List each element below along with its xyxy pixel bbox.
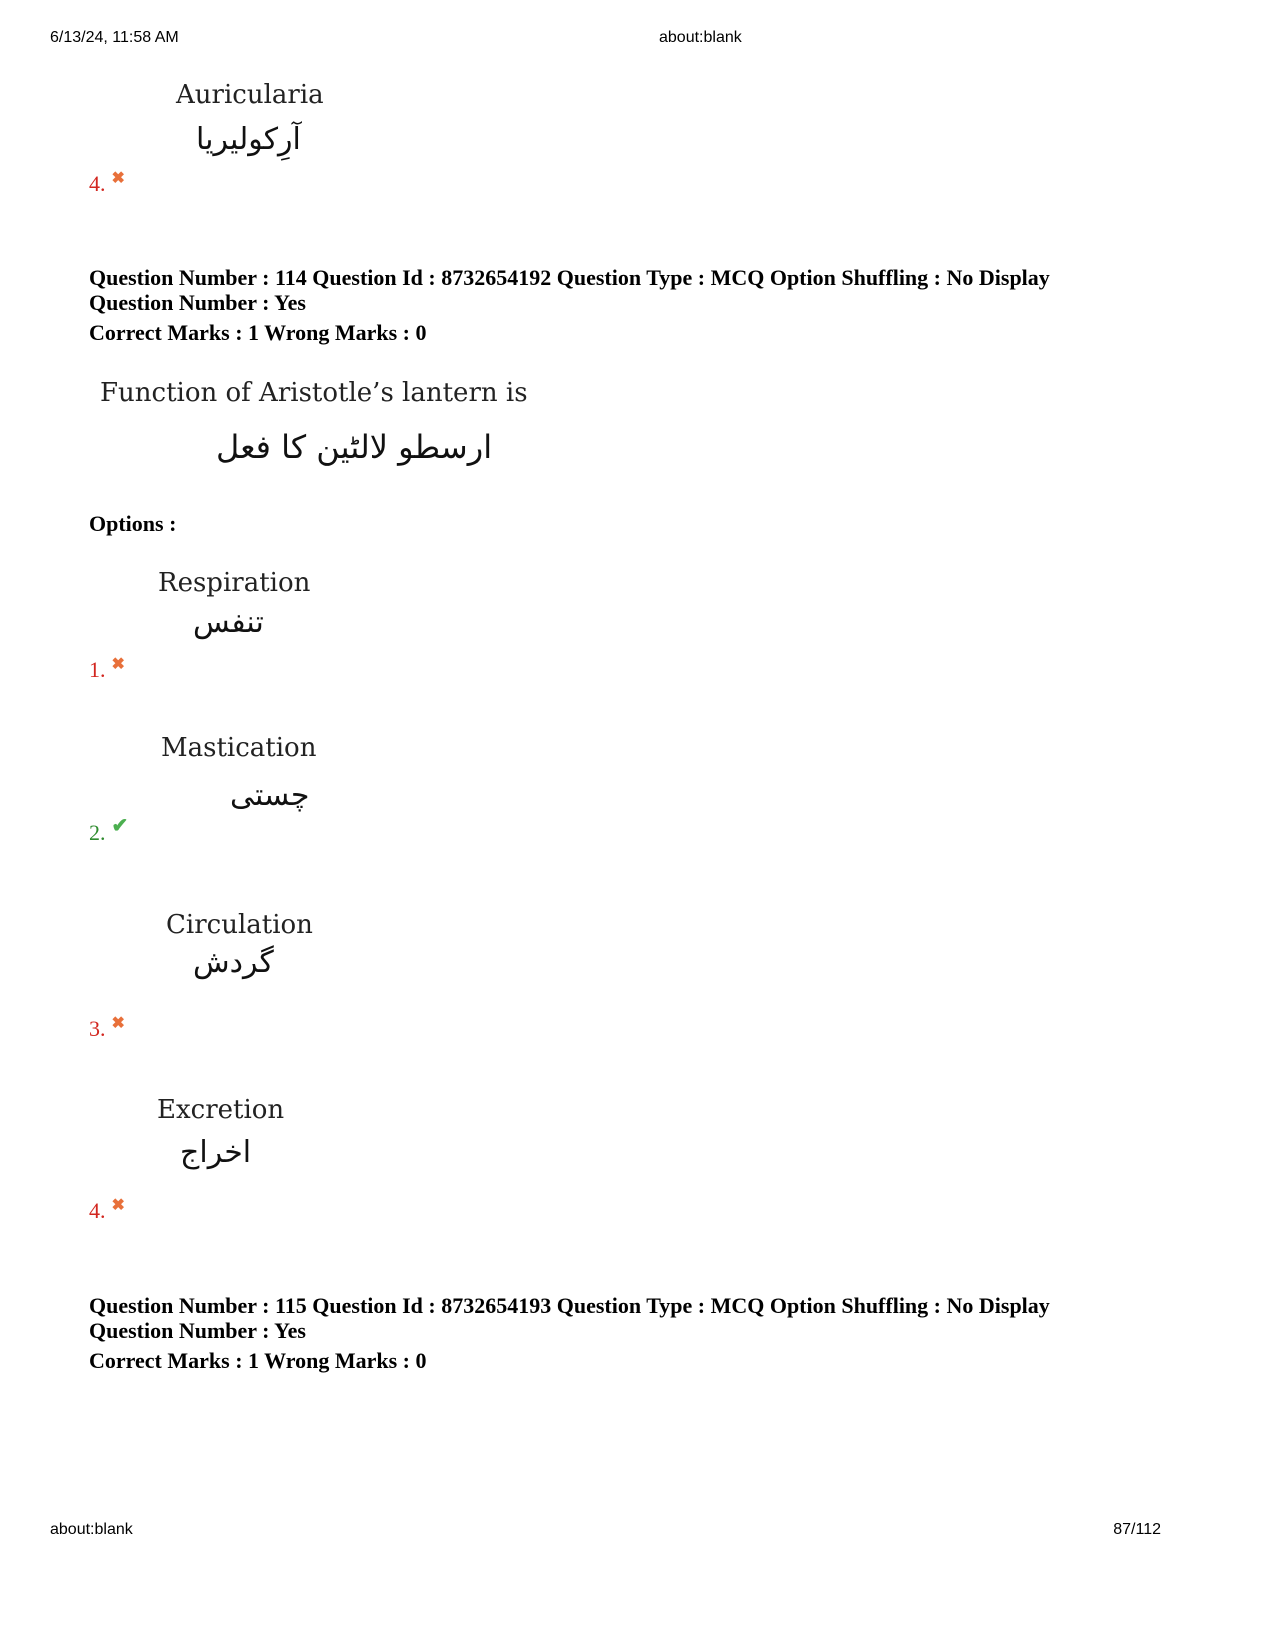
- option-number: 3.: [89, 1016, 106, 1041]
- q115-meta-line2: Question Number : Yes: [89, 1318, 306, 1343]
- print-url-header: about:blank: [659, 29, 742, 46]
- page-number: 87/112: [1113, 1521, 1161, 1538]
- q114-meta-line2: Question Number : Yes: [89, 290, 306, 315]
- q114-option-2-urdu: چستی: [230, 778, 310, 813]
- q114-option-3-english: Circulation: [166, 910, 313, 940]
- print-datetime: 6/13/24, 11:58 AM: [50, 29, 179, 46]
- option-number: 2.: [89, 820, 106, 845]
- q114-option-2-english: Mastication: [161, 733, 317, 763]
- q114-question-urdu: ارسطو لالٹین کا فعل: [216, 428, 493, 466]
- q114-options-label: Options :: [89, 511, 177, 536]
- option-number: 4.: [89, 1198, 106, 1223]
- q114-option-1: [89, 657, 125, 683]
- q114-option-4-english: Excretion: [157, 1095, 285, 1125]
- cross-icon: ✖: [111, 1197, 125, 1214]
- prev-option-4: [89, 171, 125, 197]
- prev-option-4-urdu: آرِکولیریا: [196, 122, 301, 157]
- q114-option-4: [89, 1198, 125, 1224]
- cross-icon: ✖: [111, 1015, 125, 1032]
- q114-option-3-urdu: گردش: [193, 945, 274, 980]
- q115-marks: Correct Marks : 1 Wrong Marks : 0: [89, 1348, 427, 1373]
- q114-option-1-english: Respiration: [158, 568, 311, 598]
- option-number: 4.: [89, 171, 106, 196]
- cross-icon: ✖: [111, 170, 125, 187]
- check-icon: ✔: [111, 815, 129, 837]
- q114-meta-line1: Question Number : 114 Question Id : 8732654192 Question Type : MCQ Option Shuffling : No Display: [89, 265, 1050, 290]
- q114-marks: Correct Marks : 1 Wrong Marks : 0: [89, 320, 427, 345]
- q114-option-2: [89, 815, 129, 846]
- q114-option-3: [89, 1016, 125, 1042]
- cross-icon: ✖: [111, 656, 125, 673]
- prev-option-4-english: Auricularia: [176, 80, 324, 110]
- q115-meta-line1: Question Number : 115 Question Id : 8732654193 Question Type : MCQ Option Shuffling : No Display: [89, 1293, 1050, 1318]
- option-number: 1.: [89, 657, 106, 682]
- q114-option-4-urdu: اخراج: [180, 1135, 252, 1170]
- print-url-footer: about:blank: [50, 1521, 133, 1538]
- q114-option-1-urdu: تنفس: [193, 605, 264, 640]
- q114-question-english: Function of Aristotle’s lantern is: [100, 378, 528, 408]
